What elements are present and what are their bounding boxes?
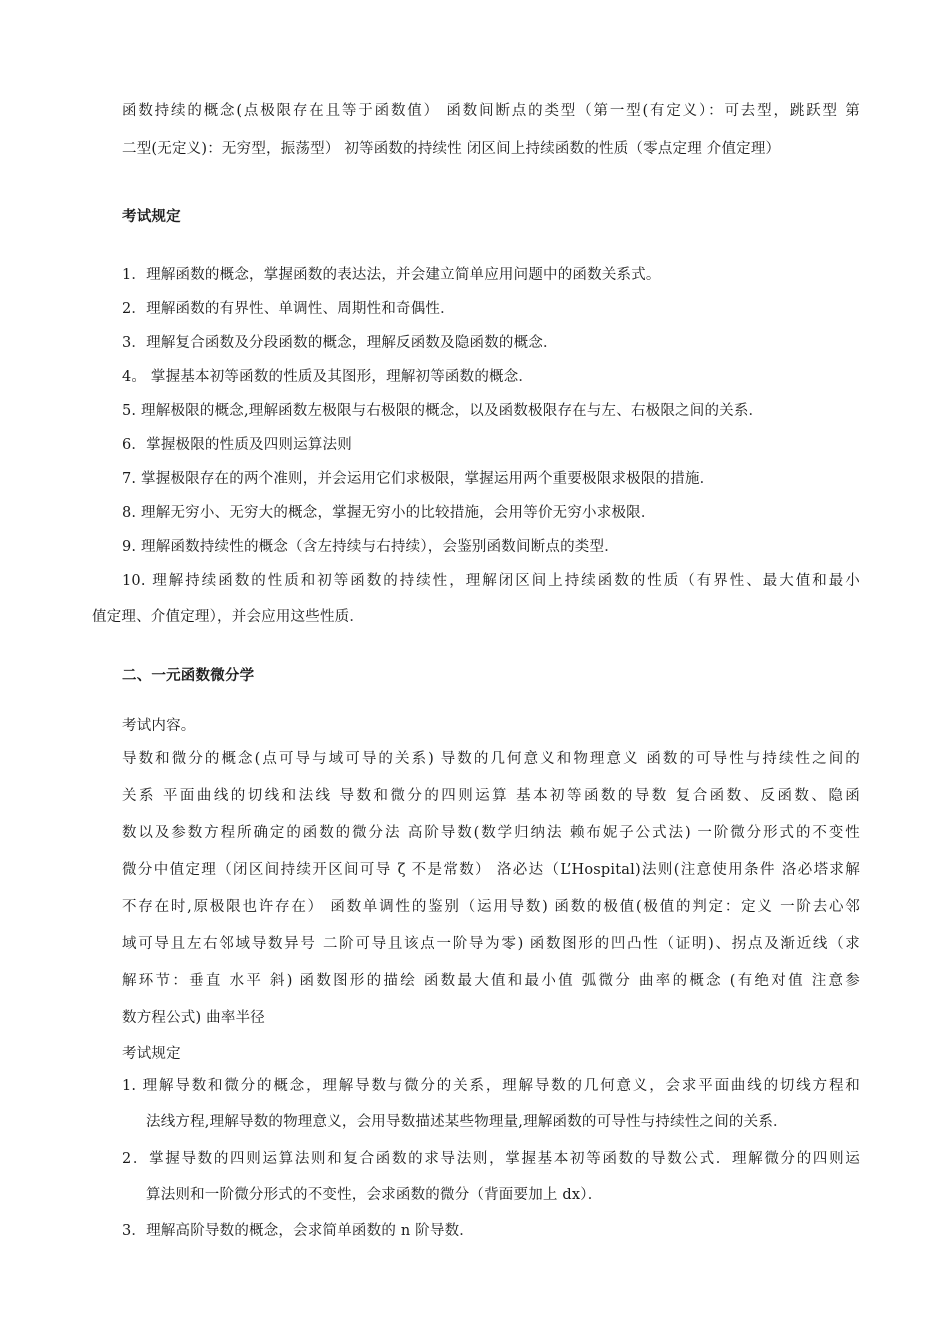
content-line: 数方程公式) 曲率半径 bbox=[122, 1010, 265, 1026]
content-line: 解环节：垂直 水平 斜) 函数图形的描绘 函数最大值和最小值 弧微分 曲率的概念 (有绝对值 注意参 bbox=[122, 973, 860, 989]
content-line: 不存在时,原极限也许存在） 函数单调性的鉴别（运用导数) 函数的极值(极值的判定：定义 一阶去心邻 bbox=[122, 899, 860, 915]
content-label: 考试内容。 bbox=[122, 718, 196, 734]
requirement-item: 6．掌握极限的性质及四则运算法则 bbox=[122, 437, 352, 453]
requirement-item: 2．掌握导数的四则运算法则和复合函数的求导法则，掌握基本初等函数的导数公式．理解微分的四则运 bbox=[122, 1151, 860, 1167]
requirement-item: 7. 掌握极限存在的两个准则，并会运用它们求极限，掌握运用两个重要极限求极限的措施． bbox=[122, 471, 715, 487]
requirement-item: 2．理解函数的有界性、单调性、周期性和奇偶性． bbox=[122, 301, 455, 317]
requirements-heading: 考试规定 bbox=[122, 208, 181, 225]
requirement-item: 4。 掌握基本初等函数的性质及其图形，理解初等函数的概念． bbox=[122, 369, 534, 385]
content-line: 二型(无定义)：无穷型，振荡型） 初等函数的持续性 闭区间上持续函数的性质（零点定理 介值定理） bbox=[122, 141, 781, 157]
requirement-item: 5. 理解极限的概念,理解函数左极限与右极限的概念，以及函数极限存在与左、右极限之间的关系． bbox=[122, 403, 764, 419]
content-line: 域可导且左右邻域导数异号 二阶可导且该点一阶导为零) 函数图形的凹凸性（证明)、拐点及渐近线（求 bbox=[122, 936, 860, 952]
requirement-item: 1. 理解导数和微分的概念，理解导数与微分的关系，理解导数的几何意义，会求平面曲线的切线方程和 bbox=[122, 1078, 860, 1094]
requirement-item: 8. 理解无穷小、无穷大的概念，掌握无穷小的比较措施，会用等价无穷小求极限． bbox=[122, 505, 656, 521]
requirement-item: 3．理解复合函数及分段函数的概念，理解反函数及隐函数的概念． bbox=[122, 335, 558, 351]
content-line: 微分中值定理（闭区间持续开区间可导 ζ 不是常数） 洛必达（L’Hospital)法则(注意使用条件 洛必塔求解 bbox=[122, 862, 860, 878]
requirement-item-continuation: 算法则和一阶微分形式的不变性，会求函数的微分（背面要加上 dx）． bbox=[146, 1187, 603, 1203]
requirement-item-continuation: 值定理、介值定理），并会应用这些性质． bbox=[92, 609, 365, 625]
requirement-item: 1．理解函数的概念，掌握函数的表达法，并会建立简单应用问题中的函数关系式。 bbox=[122, 267, 661, 283]
content-line: 函数持续的概念(点极限存在且等于函数值） 函数间断点的类型（第一型(有定义）：可去型，跳跃型 第 bbox=[122, 103, 860, 119]
content-line: 导数和微分的概念(点可导与域可导的关系) 导数的几何意义和物理意义 函数的可导性与持续性之间的 bbox=[122, 751, 860, 767]
requirement-item-continuation: 法线方程,理解导数的物理意义，会用导数描述某些物理量,理解函数的可导性与持续性之间的关系． bbox=[146, 1114, 788, 1130]
requirement-item: 9. 理解函数持续性的概念（含左持续与右持续），会鉴别函数间断点的类型． bbox=[122, 539, 619, 555]
content-line: 关系 平面曲线的切线和法线 导数和微分的四则运算 基本初等函数的导数 复合函数、反函数、隐函 bbox=[122, 788, 860, 804]
section-heading: 二、一元函数微分学 bbox=[122, 667, 255, 684]
content-line: 数以及参数方程所确定的函数的微分法 高阶导数(数学归纳法 赖布妮子公式法) 一阶微分形式的不变性 bbox=[122, 825, 860, 841]
requirements-heading: 考试规定 bbox=[122, 1046, 181, 1062]
requirement-item: 3．理解高阶导数的概念，会求简单函数的 n 阶导数． bbox=[122, 1223, 474, 1239]
requirement-item: 10. 理解持续函数的性质和初等函数的持续性，理解闭区间上持续函数的性质（有界性、最大值和最小 bbox=[122, 573, 860, 589]
